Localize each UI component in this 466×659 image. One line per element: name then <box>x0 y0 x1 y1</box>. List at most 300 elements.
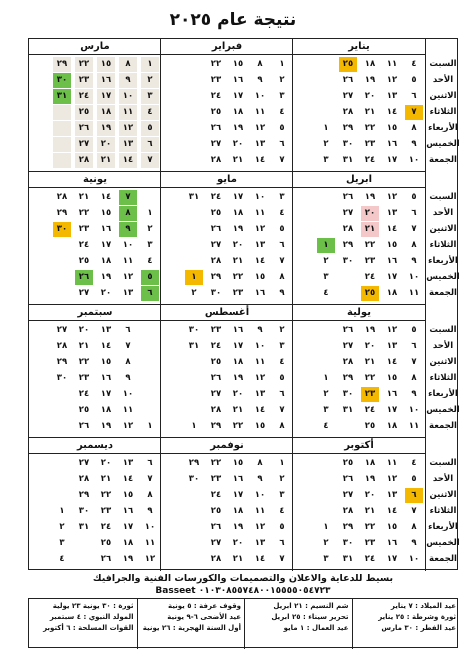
day-name: الخميس <box>426 272 460 282</box>
day-cell: ١٧ <box>232 91 244 101</box>
holiday-entry: ثورة وشرطة : ٢٥ يناير <box>378 613 456 621</box>
month-name: فبراير <box>161 39 293 55</box>
day-cell: ١٦ <box>122 506 134 516</box>
day-cell: ٣٠ <box>78 506 90 516</box>
day-cell <box>53 472 71 487</box>
day-cell: ١٠ <box>144 522 156 532</box>
day-cell: ١٨ <box>386 421 398 431</box>
day-cell <box>185 222 203 237</box>
day-cell: ٣٠ <box>188 474 200 484</box>
day-cell: ٢٠ <box>364 490 376 500</box>
month-days-grid <box>31 57 159 169</box>
day-cell: ١٦ <box>97 73 115 88</box>
day-cell: ٢ <box>147 224 153 234</box>
day-cell: ٢٥ <box>210 357 222 367</box>
day-cell: ٢٧ <box>210 139 222 149</box>
day-cell: ٢٢ <box>232 272 244 282</box>
day-cell: ١١ <box>122 405 134 415</box>
day-cell: ٢٨ <box>342 357 354 367</box>
month-days-grid <box>31 323 159 435</box>
month-name: مايو <box>161 172 293 188</box>
day-cell <box>185 206 203 221</box>
day-cell: ٨ <box>119 206 137 221</box>
holiday-entry: عيد الأضحى ٦-٩ يونية <box>167 613 241 621</box>
day-cell: ٥ <box>141 121 159 136</box>
calendar-frame <box>28 38 458 570</box>
day-cell: ٢٣ <box>210 474 222 484</box>
day-cell: ٣ <box>323 155 329 165</box>
day-cell: ١ <box>323 123 329 133</box>
day-name: السبت <box>429 325 457 335</box>
day-cell: ٧ <box>119 190 137 205</box>
day-cell: ١٧ <box>232 192 244 202</box>
day-cell <box>185 504 203 519</box>
day-cell: ٢ <box>323 389 329 399</box>
day-cell: ٨ <box>257 458 263 468</box>
day-cell: ٣١ <box>188 192 200 202</box>
month-name: ديسمبر <box>29 438 161 454</box>
day-cell: ٢٩ <box>342 373 354 383</box>
month-days-grid <box>163 323 291 435</box>
day-cell: ١٥ <box>100 208 112 218</box>
day-name: الاثنين <box>429 490 457 500</box>
day-cell: ٢٤ <box>210 490 222 500</box>
day-cell: ٣٠ <box>342 139 354 149</box>
day-name: الجمعة <box>429 554 457 564</box>
day-cell: ١٣ <box>122 458 134 468</box>
day-cell: ٧ <box>125 341 131 351</box>
day-cell: ٢٨ <box>210 256 222 266</box>
day-cell: ٢٤ <box>210 192 222 202</box>
day-cell: ١٨ <box>386 288 398 298</box>
month-block <box>161 39 293 172</box>
day-cell: ٩ <box>279 288 285 298</box>
day-cell: ٢٨ <box>75 153 93 168</box>
day-cell <box>53 137 71 152</box>
day-cell: ٣٠ <box>53 73 71 88</box>
footer-advert: بسيط للدعاية والاعلان والتصميمات والكورسات الفنية والجرافيك <box>92 573 394 584</box>
day-cell: ١٨ <box>100 405 112 415</box>
day-cell: ٢٨ <box>342 224 354 234</box>
day-cell: ١٣ <box>386 490 398 500</box>
day-cell: ١٠ <box>408 554 420 564</box>
day-cell: ١٨ <box>232 208 244 218</box>
day-cell: ٤ <box>141 105 159 120</box>
day-cell: ٢٩ <box>78 490 90 500</box>
day-cell <box>53 121 71 136</box>
day-cell: ٢٧ <box>78 458 90 468</box>
day-cell: ١٨ <box>122 538 134 548</box>
day-cell: ٢٧ <box>210 240 222 250</box>
day-cell: ٢٨ <box>342 107 354 117</box>
day-cell: ٨ <box>411 240 417 250</box>
month-name: أكتوبر <box>293 438 425 454</box>
day-cell: ١٥ <box>386 240 398 250</box>
day-cell <box>317 355 335 370</box>
month-name: ابريل <box>293 172 425 188</box>
month-days-grid <box>295 190 423 302</box>
day-cell: ٢٦ <box>342 75 354 85</box>
day-cell: ٣ <box>279 192 285 202</box>
day-cell: ١٤ <box>100 341 112 351</box>
day-cell: ٢٨ <box>56 341 68 351</box>
day-name: الأحد <box>432 341 454 351</box>
day-cell: ٢٣ <box>210 75 222 85</box>
day-cell: ٢٧ <box>78 288 90 298</box>
day-cell <box>53 456 71 471</box>
day-cell <box>185 520 203 535</box>
day-cell: ٢٣ <box>75 73 93 88</box>
day-name: الخميس <box>426 139 460 149</box>
holiday-entry: وقوف عرفة : ٥ يونية <box>168 602 241 610</box>
day-cell: ١٥ <box>254 421 266 431</box>
day-cell <box>53 238 71 253</box>
day-cell: ٢٠ <box>232 389 244 399</box>
holiday-column <box>137 599 245 649</box>
month-days-grid <box>163 190 291 302</box>
day-cell: ٢٥ <box>75 105 93 120</box>
day-cell: ٢٣ <box>78 373 90 383</box>
day-cell: ٢٠ <box>232 139 244 149</box>
day-cell: ٢٩ <box>210 421 222 431</box>
day-cell: ١١ <box>254 107 266 117</box>
day-cell: ٢٥ <box>361 286 379 301</box>
day-cell: ٤ <box>147 256 153 266</box>
month-days-grid <box>163 456 291 568</box>
day-cell: ٦ <box>279 139 285 149</box>
month-days-grid <box>295 57 423 169</box>
day-cell: ١٨ <box>232 107 244 117</box>
day-cell: ٢١ <box>100 474 112 484</box>
day-cell: ٣ <box>141 89 159 104</box>
day-name: الاثنين <box>429 224 457 234</box>
day-cell <box>53 270 71 285</box>
day-cell: ١١ <box>254 506 266 516</box>
day-cell: ٢٥ <box>78 256 90 266</box>
holiday-column <box>29 599 137 649</box>
day-cell: ١٥ <box>232 458 244 468</box>
day-cell: ٢٨ <box>210 405 222 415</box>
day-cell: ١١ <box>408 421 420 431</box>
day-cell: ١٦ <box>254 288 266 298</box>
day-cell: ١٩ <box>364 325 376 335</box>
day-cell: ٢١ <box>361 222 379 237</box>
day-cell: ٢٠ <box>232 240 244 250</box>
day-cell: ٢١ <box>364 107 376 117</box>
day-cell: ٩ <box>257 325 263 335</box>
day-cell: ١٤ <box>119 153 137 168</box>
day-cell: ٧ <box>279 155 285 165</box>
day-cell: ١٩ <box>122 554 134 564</box>
day-cell: ٢٨ <box>210 554 222 564</box>
day-cell: ١٢ <box>254 522 266 532</box>
day-cell: ٢٩ <box>188 458 200 468</box>
day-cell: ٦ <box>125 325 131 335</box>
day-cell: ١ <box>147 421 153 431</box>
day-cell <box>75 552 93 567</box>
day-cell: ١١ <box>386 458 398 468</box>
day-cell: ٤ <box>59 554 65 564</box>
day-cell: ٩ <box>257 75 263 85</box>
day-cell: ١٩ <box>232 123 244 133</box>
day-cell: ٨ <box>411 522 417 532</box>
day-cell: ١١ <box>254 208 266 218</box>
day-cell: ٢٨ <box>342 506 354 516</box>
day-cell: ٢٦ <box>210 373 222 383</box>
day-cell: ٧ <box>279 554 285 564</box>
day-cell: ١٣ <box>254 538 266 548</box>
day-cell: ٢٩ <box>56 208 68 218</box>
day-cell: ٣ <box>147 240 153 250</box>
month-block <box>29 305 161 438</box>
day-cell: ٥ <box>411 192 417 202</box>
day-cell: ١٣ <box>254 389 266 399</box>
month-block <box>293 438 425 571</box>
day-cell: ٩ <box>119 222 137 237</box>
day-cell: ٢٤ <box>364 272 376 282</box>
day-cell: ٢٦ <box>342 325 354 335</box>
day-cell: ٢١ <box>232 155 244 165</box>
day-name: الأربعاء <box>428 389 458 399</box>
holiday-column <box>352 599 460 649</box>
day-cell: ٢٥ <box>339 57 357 72</box>
holidays-table <box>28 598 458 648</box>
day-cell: ٢٦ <box>78 421 90 431</box>
day-cell: ١٩ <box>364 474 376 484</box>
day-cell: ٢ <box>191 288 197 298</box>
day-cell: ٤ <box>279 208 285 218</box>
day-cell: ٣٠ <box>210 288 222 298</box>
day-cell <box>185 355 203 370</box>
day-cell: ٣ <box>323 272 329 282</box>
day-name: الجمعة <box>429 288 457 298</box>
day-cell: ٢٤ <box>210 91 222 101</box>
day-cell <box>185 371 203 386</box>
month-name: سبتمبر <box>29 305 161 321</box>
page-title: نتيجة عام ٢٠٢٥ <box>169 10 297 30</box>
day-name: الاثنين <box>429 91 457 101</box>
day-cell: ٢٦ <box>342 192 354 202</box>
day-name: الأحد <box>432 474 454 484</box>
day-cell: ٦ <box>279 240 285 250</box>
month-name: يونية <box>29 172 161 188</box>
month-days-grid <box>31 190 159 302</box>
day-cell: ١١ <box>119 105 137 120</box>
day-cell: ١٤ <box>254 155 266 165</box>
day-cell: ٣١ <box>342 405 354 415</box>
day-cell: ١٧ <box>386 155 398 165</box>
day-cell: ٨ <box>147 490 153 500</box>
holiday-entry: القوات المسلحة : ٦ أكتوبر <box>43 624 134 632</box>
day-cell: ١٣ <box>386 341 398 351</box>
day-cell: ٢٣ <box>364 256 376 266</box>
day-cell: ١٦ <box>100 224 112 234</box>
day-cell: ٢٩ <box>53 57 71 72</box>
day-name: الجمعة <box>429 421 457 431</box>
day-cell <box>141 355 159 370</box>
day-cell <box>317 488 335 503</box>
day-cell: ٢٢ <box>100 490 112 500</box>
day-cell: ٧ <box>279 256 285 266</box>
day-cell <box>339 270 357 285</box>
day-cell: ٢٧ <box>342 91 354 101</box>
day-cell <box>53 403 71 418</box>
day-name: الأحد <box>432 75 454 85</box>
day-cell: ١٨ <box>364 59 376 69</box>
day-cell: ٣ <box>323 405 329 415</box>
day-cell: ١٩ <box>97 121 115 136</box>
day-name: الأحد <box>432 208 454 218</box>
day-cell: ٢ <box>323 256 329 266</box>
month-days-grid <box>31 456 159 568</box>
day-cell: ١٤ <box>122 474 134 484</box>
day-cell: ٢ <box>279 325 285 335</box>
holiday-entry: المولد النبوي : ٤ سبتمبر <box>49 613 134 621</box>
day-cell: ٣٠ <box>342 256 354 266</box>
day-cell: ٢٥ <box>342 458 354 468</box>
day-cell <box>339 286 357 301</box>
day-cell: ١٨ <box>100 256 112 266</box>
day-name: السبت <box>429 59 457 69</box>
month-days-grid <box>295 323 423 435</box>
month-block <box>293 172 425 305</box>
holiday-entry: عيد الميلاد : ٧ يناير <box>390 602 456 610</box>
day-cell: ١٢ <box>386 325 398 335</box>
day-cell <box>53 105 71 120</box>
day-cell: ٢٧ <box>342 208 354 218</box>
day-cell: ٢٦ <box>75 121 93 136</box>
day-cell: ٢٦ <box>210 522 222 532</box>
day-cell: ٢٦ <box>342 474 354 484</box>
day-name: الاثنين <box>429 357 457 367</box>
day-cell: ٥ <box>279 123 285 133</box>
day-cell: ١ <box>141 57 159 72</box>
day-cell: ١٣ <box>100 325 112 335</box>
day-cell: ٢٧ <box>342 341 354 351</box>
day-cell: ١٥ <box>386 522 398 532</box>
day-cell: ١٧ <box>100 389 112 399</box>
day-cell <box>317 105 335 120</box>
day-name: الثلاثاء <box>429 373 457 383</box>
day-cell: ٩ <box>411 538 417 548</box>
month-block <box>293 39 425 172</box>
day-cell: ١٥ <box>254 272 266 282</box>
day-cell: ٢٩ <box>342 240 354 250</box>
day-cell: ١٤ <box>386 224 398 234</box>
day-cell: ٥ <box>411 325 417 335</box>
day-cell: ١٩ <box>364 75 376 85</box>
day-cell: ٢٦ <box>210 123 222 133</box>
day-cell: ١٢ <box>254 373 266 383</box>
day-cell: ١٠ <box>254 490 266 500</box>
day-cell: ١٠ <box>119 89 137 104</box>
day-cell: ٣١ <box>188 341 200 351</box>
day-cell: ٢٤ <box>210 341 222 351</box>
day-cell: ٢٠ <box>100 458 112 468</box>
day-cell: ١٢ <box>386 192 398 202</box>
day-name: الأربعاء <box>428 256 458 266</box>
day-cell: ٢٣ <box>364 538 376 548</box>
day-cell: ٢٠ <box>364 341 376 351</box>
day-cell: ١٤ <box>254 554 266 564</box>
day-cell <box>317 222 335 237</box>
day-cell: ٢٩ <box>342 522 354 532</box>
day-cell: ٢٥ <box>364 421 376 431</box>
day-cell: ٧ <box>147 474 153 484</box>
day-cell: ١٨ <box>232 357 244 367</box>
month-block <box>161 172 293 305</box>
day-cell: ٢٦ <box>75 270 93 285</box>
month-name: مارس <box>29 39 161 55</box>
day-cell: ٩ <box>125 373 131 383</box>
day-cell: ١٧ <box>232 341 244 351</box>
day-cell: ٢٤ <box>364 155 376 165</box>
day-cell: ١٩ <box>364 192 376 202</box>
month-name: أغسطس <box>161 305 293 321</box>
day-cell <box>185 254 203 269</box>
day-cell: ١٠ <box>122 240 134 250</box>
day-cell: ١٢ <box>144 554 156 564</box>
day-cell: ٦ <box>279 389 285 399</box>
day-name: الثلاثاء <box>429 506 457 516</box>
day-cell: ١ <box>323 522 329 532</box>
day-cell: ٢٤ <box>75 89 93 104</box>
day-cell: ٧ <box>411 357 417 367</box>
day-cell: ٩ <box>257 474 263 484</box>
day-cell <box>53 254 71 269</box>
day-cell: ١٤ <box>254 405 266 415</box>
month-block <box>161 305 293 438</box>
day-cell: ١ <box>323 373 329 383</box>
day-cell: ٦ <box>411 341 417 351</box>
month-block <box>29 438 161 571</box>
day-cell: ٢٣ <box>210 325 222 335</box>
day-cell: ١٥ <box>122 490 134 500</box>
day-cell: ٥ <box>141 270 159 285</box>
day-cell: ٤ <box>279 506 285 516</box>
day-cell: ٨ <box>279 421 285 431</box>
day-cell <box>141 387 159 402</box>
day-cell: ٨ <box>257 59 263 69</box>
holiday-entry: تحرير سيناء : ٢٥ ابريل <box>271 613 349 621</box>
day-cell: ١٧ <box>100 240 112 250</box>
day-cell: ٢٩ <box>56 357 68 367</box>
day-cell: ١ <box>317 238 335 253</box>
day-cell: ٣ <box>59 538 65 548</box>
day-cell: ١ <box>279 59 285 69</box>
day-cell: ١٣ <box>386 208 398 218</box>
day-cell: ١٧ <box>386 272 398 282</box>
day-cell: ١٥ <box>386 373 398 383</box>
day-cell: ١٦ <box>232 75 244 85</box>
day-cell <box>185 552 203 567</box>
day-cell: ١١ <box>144 538 156 548</box>
day-cell: ٢٤ <box>100 522 112 532</box>
day-cell: ٧ <box>141 153 159 168</box>
day-cell: ١٨ <box>97 105 115 120</box>
day-cell: ١٥ <box>100 357 112 367</box>
day-cell: ٢٢ <box>364 373 376 383</box>
day-cell: ٢٠ <box>361 206 379 221</box>
holiday-entry: شم النسيم : ٢١ ابريل <box>273 602 349 610</box>
day-cell: ١٢ <box>119 121 137 136</box>
month-name: يناير <box>293 39 425 55</box>
day-cell: ٢٥ <box>78 405 90 415</box>
day-cell: ٢٩ <box>210 272 222 282</box>
day-cell: ١٠ <box>122 389 134 399</box>
day-cell <box>141 371 159 386</box>
day-name: الثلاثاء <box>429 107 457 117</box>
